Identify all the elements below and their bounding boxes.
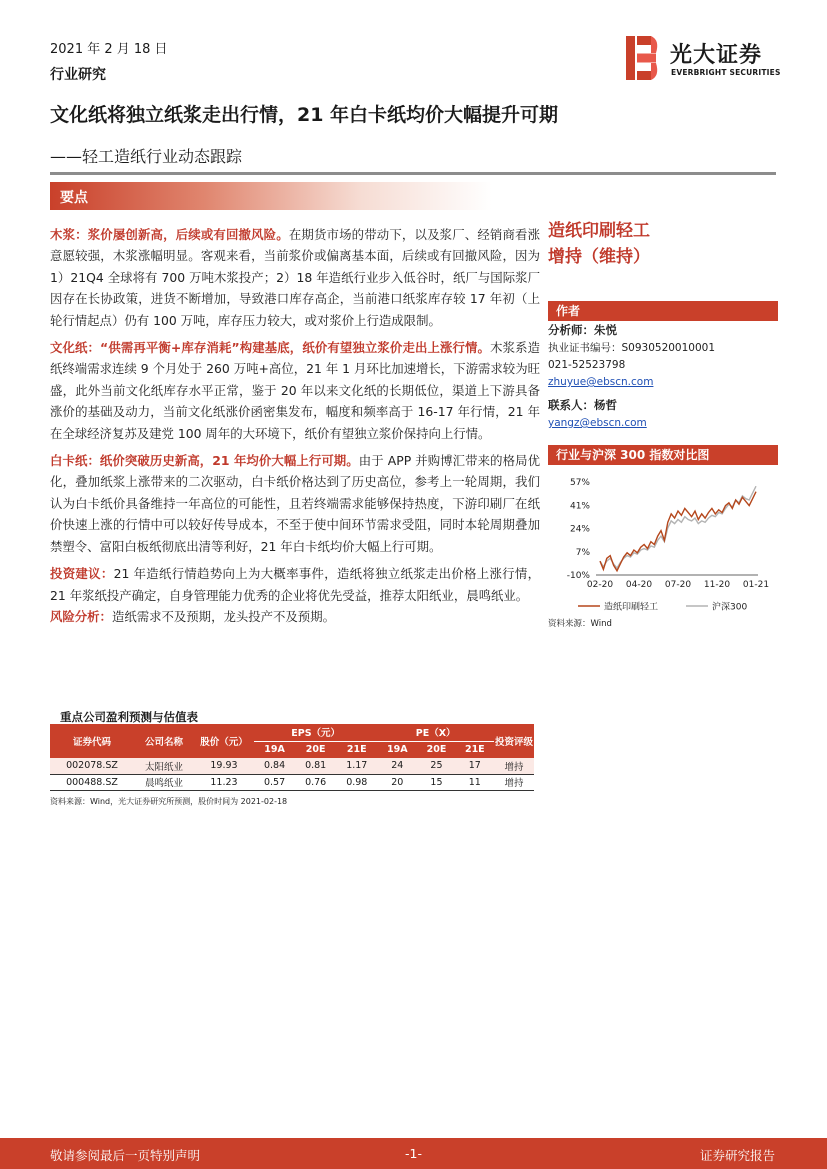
cell-eps19: 0.57 <box>254 774 295 790</box>
y-tick-label: -10% <box>566 571 590 581</box>
company-logo <box>626 36 786 82</box>
report-category: 行业研究 <box>50 67 106 83</box>
legend-label-hs300: 沪深300 <box>712 602 748 613</box>
col-header-eps: EPS（元） <box>254 724 377 741</box>
table-source: 资料来源：Wind，光大证券研究所预测，股价时间为 2021-02-18 <box>50 797 288 806</box>
paragraph-body: 21 年造纸行情趋势向上为大概率事件，造纸将独立纸浆走出价格上涨行情，21 年浆纸投产确定，自身管理能力优秀的企业将优先受益，推荐太阳纸业，晨鸣纸业。 <box>50 566 540 603</box>
cell-name: 晨鸣纸业 <box>134 774 194 790</box>
section-header <box>50 182 492 210</box>
page-footer <box>0 1138 827 1169</box>
cell-price: 11.23 <box>194 774 254 790</box>
paragraph-culture-paper <box>50 337 540 444</box>
chart-legend <box>578 601 747 613</box>
paragraph-lead: 木浆：浆价屡创新高，后续或有回撤风险。 <box>50 227 289 242</box>
chart-source: 资料来源：Wind <box>548 619 612 629</box>
col-header-rating: 投资评级 <box>494 724 534 758</box>
cell-pe19: 24 <box>377 758 417 774</box>
footer-report-type: 证券研究报告 <box>699 1148 775 1163</box>
logo-english-name: EVERBRIGHT SECURITIES <box>671 68 781 77</box>
main-content <box>50 224 540 633</box>
cell-pe21: 17 <box>456 758 494 774</box>
cell-eps21: 0.98 <box>336 774 377 790</box>
cell-name: 太阳纸业 <box>134 758 194 774</box>
report-date: 2021 年 2 月 18 日 <box>50 42 168 57</box>
cell-eps21: 1.17 <box>336 758 377 774</box>
report-title: 文化纸将独立纸浆走出行情，21 年白卡纸均价大幅提升可期 <box>50 104 559 126</box>
chart-header: 行业与沪深 300 指数对比图 <box>548 445 778 465</box>
header-divider <box>50 172 776 175</box>
legend-label-paper: 造纸印刷轻工 <box>604 602 659 613</box>
report-subtitle: ——轻工造纸行业动态跟踪 <box>50 147 243 166</box>
cell-rating: 增持 <box>494 758 534 774</box>
analyst-name: 分析师：朱悦 <box>548 323 617 337</box>
x-tick-label: 01-21 <box>742 580 770 590</box>
y-tick-label: 57% <box>569 478 590 488</box>
cell-eps20: 0.76 <box>295 774 336 790</box>
analyst-email-link[interactable]: zhuyue@ebscn.com <box>548 376 654 388</box>
footer-disclaimer: 敬请参阅最后一页特别声明 <box>50 1148 201 1163</box>
contact-info <box>548 397 647 432</box>
paragraph-body: 在期货市场的带动下，以及浆厂、经销商看涨意愿较强，木浆涨幅明显。客观来看，当前浆价或偏离基本面，后续或有回撤风险，因为 1）21Q4 全球将有 700 万吨木浆投产；2）18 年造纸行业步入低谷时，纸厂与国际浆厂因存在长协政策，进货不断增加，导致港口库存高企，当前港口纸浆库存较 17 年初（上轮行情起点）仍有 100 万吨，库存压力较大，或对浆价上行造成限制。 <box>50 227 541 328</box>
cell-price: 19.93 <box>194 758 254 774</box>
cell-code: 000488.SZ <box>50 774 134 790</box>
col-header-pe: PE（X） <box>377 724 494 741</box>
col-header-eps-19a: 19A <box>254 741 295 758</box>
x-tick-label: 07-20 <box>664 580 692 590</box>
col-header-name: 公司名称 <box>134 724 194 758</box>
logo-mark-icon <box>626 36 660 80</box>
rating-value: 增持（维持） <box>548 247 650 267</box>
analyst-license: 执业证书编号：S0930520010001 <box>548 342 716 354</box>
col-header-pe-20e: 20E <box>417 741 455 758</box>
logo-chinese-name: 光大证券 <box>670 43 763 68</box>
table-title: 重点公司盈利预测与估值表 <box>60 710 198 724</box>
x-tick-label: 11-20 <box>703 580 731 590</box>
cell-rating: 增持 <box>494 774 534 790</box>
contact-name: 联系人：杨哲 <box>548 398 617 412</box>
paragraph-white-card <box>50 450 540 557</box>
index-comparison-chart <box>548 470 778 630</box>
series-line-paper <box>600 492 756 571</box>
col-header-code: 证券代码 <box>50 724 134 758</box>
paragraph-pulp <box>50 224 540 331</box>
cell-pe21: 11 <box>456 774 494 790</box>
y-tick-label: 41% <box>569 501 590 512</box>
col-header-price: 股价（元） <box>194 724 254 758</box>
paragraph-body: 造纸需求不及预期，龙头投产不及预期。 <box>111 608 335 624</box>
paragraph-risk <box>50 606 540 627</box>
paragraph-body: 木浆系造纸终端需求连续 9 个月处于 260 万吨+高位，21 年 1 月环比加速增长，下游需求较为旺盛，此外当前文化纸库存水平正常，鉴于 20 年以来文化纸的长期低位，渠道上下游具备涨价的基础及动力，当前文化纸涨价函密集发布，幅度和频率高于 16-17 年行情，21 年在全球经济复苏及建党 100 周年的大环境下，纸价有望独立浆价保持向上行情。 <box>50 340 540 441</box>
cell-code: 002078.SZ <box>50 758 134 774</box>
analyst-phone: 021-52523798 <box>548 359 626 371</box>
industry-rating <box>548 218 650 270</box>
series-line-industry <box>600 486 756 568</box>
x-tick-label: 04-20 <box>625 580 653 590</box>
section-label: 要点 <box>60 190 88 206</box>
col-header-pe-19a: 19A <box>377 741 417 758</box>
valuation-table <box>50 724 534 791</box>
cell-eps19: 0.84 <box>254 758 295 774</box>
x-tick-label: 02-20 <box>586 580 614 590</box>
paragraph-body: 由于 APP 并购博汇带来的格局优化，叠加纸浆上涨带来的二次驱动，白卡纸价格达到了历史高位，参考上一轮周期，我们认为白卡纸价具备维持一年高位的可能性，且若终端需求能够保持热度，下游印刷厂在纸价快速上涨的行情中可以较好传导成本，不至于使中间环节需求受阻，同时本轮周期叠加禁塑令、富阳白板纸彻底出清等利好，21 年白卡纸均价大幅上行可期。 <box>50 453 540 554</box>
y-tick-label: 7% <box>575 547 590 558</box>
contact-email-link[interactable]: yangz@ebscn.com <box>548 417 647 429</box>
cell-eps20: 0.81 <box>295 758 336 774</box>
industry-name: 造纸印刷轻工 <box>548 221 650 241</box>
paragraph-lead: 投资建议： <box>50 566 114 582</box>
cell-pe20: 15 <box>417 774 455 790</box>
y-tick-label: 24% <box>569 524 590 535</box>
paragraph-investment <box>50 563 540 606</box>
col-header-pe-21e: 21E <box>456 741 494 758</box>
cell-pe19: 20 <box>377 774 417 790</box>
table-row <box>50 774 534 790</box>
col-header-eps-20e: 20E <box>295 741 336 758</box>
cell-pe20: 25 <box>417 758 455 774</box>
table-row <box>50 758 534 774</box>
analyst-info <box>548 322 715 391</box>
author-header: 作者 <box>548 301 778 321</box>
paragraph-lead: 风险分析： <box>50 608 112 624</box>
footer-page-number: -1- <box>405 1146 422 1161</box>
paragraph-lead: 白卡纸：纸价突破历史新高，21 年均价大幅上行可期。 <box>50 453 359 469</box>
paragraph-lead: 文化纸：“供需再平衡+库存消耗”构建基底，纸价有望独立浆价走出上涨行情。 <box>50 340 491 356</box>
col-header-eps-21e: 21E <box>336 741 377 758</box>
